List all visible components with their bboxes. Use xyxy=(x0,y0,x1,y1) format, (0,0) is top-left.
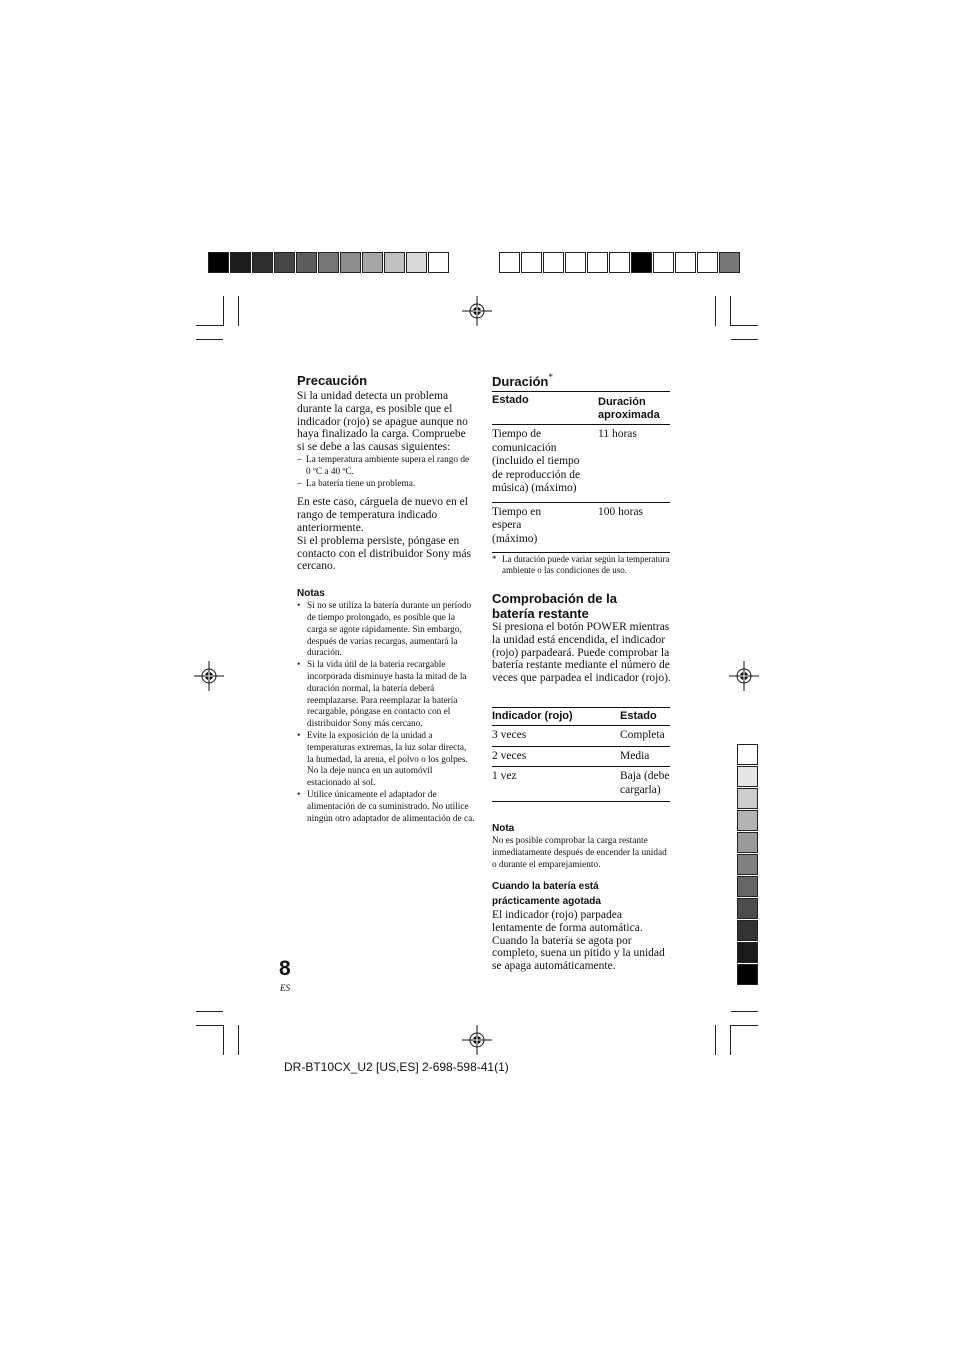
page-number: 8 xyxy=(279,957,291,980)
color-swatch xyxy=(318,252,339,273)
color-swatch xyxy=(631,252,652,273)
crop-mark xyxy=(238,1025,239,1055)
indicador-cell: 1 vez xyxy=(492,770,517,782)
color-swatch xyxy=(362,252,383,273)
notas-heading: Notas xyxy=(297,588,325,600)
color-swatch xyxy=(384,252,405,273)
duracion-col-estado: Estado xyxy=(492,392,598,425)
color-bar-left xyxy=(208,252,450,273)
crop-mark xyxy=(196,1011,223,1012)
color-swatch xyxy=(719,252,740,273)
comprobacion-paragraph: Si presiona el botón POWER mientras la unidad está encendida, el indicador (rojo) parpadeará. Puede comprobar la batería restante mediante el número de veces que parpadea el indicador (rojo). xyxy=(492,621,671,685)
color-swatch xyxy=(697,252,718,273)
color-swatch xyxy=(230,252,251,273)
crop-mark xyxy=(731,339,758,340)
duracion-cell-duracion: 100 horas xyxy=(598,505,644,518)
nota-item: • Utilice únicamente el adaptador de alimentación de ca suministrado. No utilice ningún otro adaptador de alimentación de ca. xyxy=(297,790,475,825)
agotada-section xyxy=(492,879,672,973)
duracion-col-duracion: Duración aproximada xyxy=(598,392,670,425)
indicador-cell: 2 veces xyxy=(492,746,620,767)
nota-item: • Si la vida útil de la batería recargable incorporada disminuye hasta la mitad de la duración normal, la batería deberá reemplazarse. Para reemplazar la batería recargable, póngase en contacto con el distribuidor Sony más cercano. xyxy=(297,660,475,731)
cause-item: – La temperatura ambiente supera el rango de 0 ºC a 40 ºC. xyxy=(297,455,475,479)
indicador-table xyxy=(492,707,670,802)
table-row xyxy=(492,767,670,802)
color-swatch xyxy=(675,252,696,273)
color-swatch xyxy=(587,252,608,273)
cause-item: – La batería tiene un problema. xyxy=(297,479,475,491)
duracion-asterisk: * xyxy=(548,373,553,383)
estado-cell: Media xyxy=(620,746,670,767)
color-bar-side xyxy=(737,744,758,986)
color-swatch xyxy=(274,252,295,273)
color-swatch xyxy=(543,252,564,273)
color-swatch xyxy=(737,942,758,963)
crop-mark xyxy=(196,325,223,326)
comprobacion-section xyxy=(492,591,672,685)
color-swatch xyxy=(406,252,427,273)
nota-heading: Nota xyxy=(492,823,515,834)
agotada-paragraph: El indicador (rojo) parpadea lentamente de forma automática. xyxy=(492,909,643,934)
color-swatch xyxy=(208,252,229,273)
color-swatch xyxy=(653,252,674,273)
duracion-cell-estado: Tiempo en espera (máximo) xyxy=(492,505,542,545)
estado-cell: Completa xyxy=(620,726,670,747)
crop-mark xyxy=(715,296,716,326)
crop-mark xyxy=(196,1025,223,1026)
color-swatch xyxy=(252,252,273,273)
footer-code: DR-BT10CX_U2 [US,ES] 2-698-598-41(1) xyxy=(284,1060,509,1074)
comprobacion-heading: Comprobación de la batería restante xyxy=(492,591,617,621)
footnote-text: La duración puede variar según la temperatura ambiente o las condiciones de uso. xyxy=(502,554,670,575)
notas-list xyxy=(297,601,475,825)
color-swatch xyxy=(565,252,586,273)
nota-text: No es posible comprobar la carga restante inmediatamente después de encender la unidad o durante el emparejamiento. xyxy=(492,836,667,870)
precaucion-paragraph-2: En este caso, cárguela de nuevo en el rango de temperatura indicado anteriormente. xyxy=(297,496,468,534)
duracion-footnote xyxy=(492,554,672,576)
crop-mark xyxy=(730,296,731,326)
crop-mark xyxy=(715,1025,716,1055)
color-swatch xyxy=(737,832,758,853)
precaucion-paragraph-3: Si el problema persiste, póngase en contacto con el distribuidor Sony más cercano. xyxy=(297,534,472,573)
color-swatch xyxy=(737,876,758,897)
crop-mark xyxy=(223,296,224,326)
duracion-cell-duracion: 11 horas xyxy=(598,425,670,503)
registration-mark-icon xyxy=(462,296,492,326)
color-swatch xyxy=(737,810,758,831)
duracion-cell-estado: Tiempo de comunicación (incluido el tiempo de reproducción de música) (máximo) xyxy=(492,425,598,503)
crop-mark xyxy=(196,339,223,340)
duracion-heading-wrap xyxy=(492,373,553,391)
registration-mark-icon xyxy=(462,1025,492,1055)
color-swatch xyxy=(521,252,542,273)
color-swatch xyxy=(296,252,317,273)
estado-cell: Baja (debe cargarla) xyxy=(620,770,670,796)
registration-mark-icon xyxy=(729,661,759,691)
crop-mark xyxy=(730,1025,731,1055)
footnote-mark: * xyxy=(492,554,497,564)
causes-list xyxy=(297,455,475,490)
duracion-heading: Duración xyxy=(492,374,549,389)
left-column xyxy=(297,373,475,825)
crop-mark xyxy=(238,296,239,326)
color-swatch xyxy=(737,898,758,919)
crop-mark xyxy=(731,1011,758,1012)
nota-item: • Evite la exposición de la unidad a temperaturas extremas, la luz solar directa, la humedad, la arena, el polvo o los golpes. No la deje nunca en un automóvil estacionado al sol. xyxy=(297,731,475,790)
color-swatch xyxy=(737,854,758,875)
duracion-table xyxy=(492,391,670,553)
nota-item: • Si no se utiliza la batería durante un período de tiempo prolongado, es posible que la carga se agote rápidamente. Sin embargo, después de varias recargas, aumentará la duración. xyxy=(297,601,475,660)
page-lang: ES xyxy=(280,983,290,993)
table-row xyxy=(492,726,670,747)
color-bar-right xyxy=(499,252,741,273)
color-swatch xyxy=(737,920,758,941)
agotada-heading: Cuando la batería está prácticamente agotada xyxy=(492,881,601,907)
agotada-paragraph-2: Cuando la batería se agota por completo, suena un pitido y la unidad se apaga automáticamente. xyxy=(492,934,665,973)
color-swatch xyxy=(609,252,630,273)
color-swatch xyxy=(737,964,758,985)
color-swatch xyxy=(428,252,449,273)
indicador-cell: 3 veces xyxy=(492,726,620,747)
precaucion-paragraph: Si la unidad detecta un problema durante la carga, es posible que el indicador (rojo) se apague aunque no haya finalizado la carga. Compruebe si se debe a las causas siguientes: xyxy=(297,390,468,454)
estado-col: Estado xyxy=(620,708,670,726)
nota-section xyxy=(492,821,672,871)
color-swatch xyxy=(340,252,361,273)
table-row xyxy=(492,746,670,767)
indicador-col: Indicador (rojo) xyxy=(492,708,620,726)
color-swatch xyxy=(737,766,758,787)
crop-mark xyxy=(223,1025,224,1055)
crop-mark xyxy=(731,1025,758,1026)
precaucion-heading: Precaución xyxy=(297,373,368,388)
color-swatch xyxy=(737,788,758,809)
crop-mark xyxy=(731,325,758,326)
color-swatch xyxy=(499,252,520,273)
color-swatch xyxy=(737,744,758,765)
table-row xyxy=(492,425,670,503)
table-row xyxy=(492,502,670,553)
registration-mark-icon xyxy=(194,661,224,691)
